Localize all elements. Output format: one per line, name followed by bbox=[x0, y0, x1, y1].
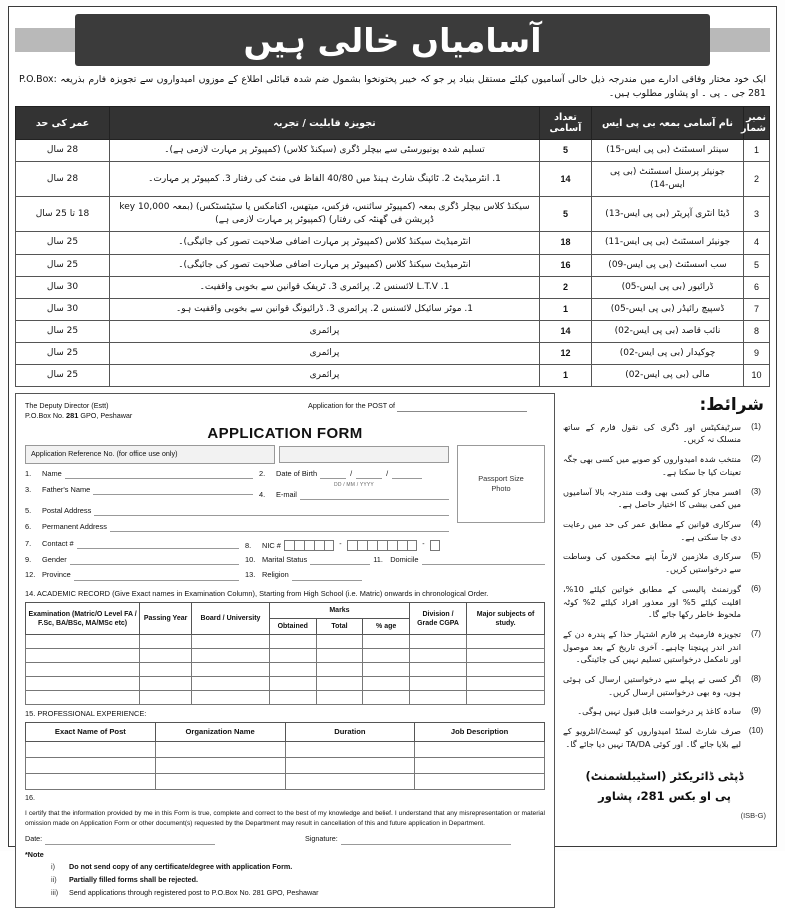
date-input[interactable] bbox=[45, 836, 215, 845]
note-marker: ii) bbox=[51, 875, 57, 885]
academic-cell[interactable] bbox=[26, 663, 140, 677]
academic-cell[interactable] bbox=[363, 649, 410, 663]
experience-cell[interactable] bbox=[285, 758, 415, 774]
field-nic-num: 8. bbox=[245, 541, 252, 551]
experience-heading: 15. PROFESSIONAL EXPERIENCE: bbox=[25, 709, 147, 719]
academic-cell[interactable] bbox=[363, 635, 410, 649]
th-qualification: تجویزہ قابلیت / تجربہ bbox=[110, 107, 540, 140]
cell-count: 1 bbox=[540, 364, 592, 386]
condition-number: (5) bbox=[751, 551, 761, 561]
th-experience-3: Job Description bbox=[415, 723, 545, 742]
signatory-designation: ڈپٹی ڈائریکٹر (اسٹیبلشمنٹ) bbox=[585, 768, 744, 783]
academic-cell[interactable] bbox=[410, 649, 467, 663]
condition-text: سرکاری قوانین کے مطابق عمر کی حد میں رعایت دی جا سکتی ہے۔ bbox=[563, 519, 741, 542]
cell-qualification: 1. L.T.V لائسنس 2. پرائمری 3. ٹریفک قوانین سے بخوبی واقفیت۔ bbox=[110, 276, 540, 298]
th-total: Total bbox=[316, 619, 363, 635]
cell-serial: 6 bbox=[744, 276, 770, 298]
table-row bbox=[16, 197, 770, 232]
academic-cell[interactable] bbox=[26, 635, 140, 649]
experience-cell[interactable] bbox=[26, 774, 156, 790]
reference-input[interactable] bbox=[279, 446, 449, 463]
condition-item bbox=[563, 725, 766, 750]
field-marital-num: 10. bbox=[245, 554, 256, 564]
passport-photo-box bbox=[457, 445, 545, 523]
field-fathers-name-num: 3. bbox=[25, 484, 32, 494]
field-gender-input[interactable] bbox=[70, 556, 239, 565]
field-religion-input[interactable] bbox=[292, 572, 362, 581]
academic-cell[interactable] bbox=[316, 663, 363, 677]
cell-count: 14 bbox=[540, 320, 592, 342]
cell-qualification: تسلیم شدہ یونیورسٹی سے بیچلر ڈگری (سیکنڈ کلاس) (کمپیوٹر پر مہارت لازمی ہے)۔ bbox=[110, 140, 540, 162]
condition-number: (4) bbox=[751, 519, 761, 528]
cell-qualification: 1. انٹرمیڈیٹ 2. ٹائپنگ شارٹ ہینڈ میں 40/80 الفاظ فی منٹ کی رفتار 3. کمپیوٹر پر مہارت۔ bbox=[110, 162, 540, 197]
academic-cell[interactable] bbox=[140, 677, 192, 691]
isbg-code: (ISB-G) bbox=[740, 810, 766, 820]
cell-count: 1 bbox=[540, 298, 592, 320]
academic-cell[interactable] bbox=[410, 691, 467, 705]
nic-dash-1: - bbox=[339, 541, 342, 549]
field-permanent-address-label: Permanent Address bbox=[42, 521, 107, 531]
field-fathers-name-label: Father's Name bbox=[42, 484, 91, 494]
experience-cell[interactable] bbox=[155, 774, 285, 790]
field-religion-num: 13. bbox=[245, 570, 256, 580]
academic-cell[interactable] bbox=[192, 663, 270, 677]
field-postal-address-label: Postal Address bbox=[42, 505, 92, 515]
field-name-label: Name bbox=[42, 469, 62, 479]
note-text: Send applications through registered post to P.O.Box No. 281 GPO, Peshawar bbox=[69, 888, 319, 898]
condition-number: (9) bbox=[751, 706, 761, 716]
condition-text: سادہ کاغذ پر درخواست قابل قبول نہیں ہوگی۔ bbox=[577, 706, 741, 717]
cell-age: 25 سال bbox=[16, 254, 110, 276]
cell-serial: 10 bbox=[744, 364, 770, 386]
cell-age: 25 سال bbox=[16, 342, 110, 364]
th-obtained: Obtained bbox=[269, 619, 316, 635]
cell-qualification: 1. موٹر سائیکل لائسنس 2. پرائمری 3. ڈرائیونگ قوانین سے بخوبی واقفیت ہو۔ bbox=[110, 298, 540, 320]
field-dob-year[interactable] bbox=[392, 470, 422, 479]
note-item bbox=[25, 862, 545, 873]
academic-cell[interactable] bbox=[192, 677, 270, 691]
academic-cell[interactable] bbox=[269, 649, 316, 663]
form-title: APPLICATION FORM bbox=[207, 424, 363, 442]
condition-text: سرٹیفکیٹس اور ڈگری کی نقول فارم کے ساتھ منسلک نہ کریں۔ bbox=[563, 421, 741, 445]
nic-group-2[interactable] bbox=[347, 540, 417, 551]
field-postal-address bbox=[25, 505, 449, 516]
field-domicile-num: 11. bbox=[373, 554, 383, 564]
po-box-prefix: P.O.Box No. bbox=[25, 411, 67, 421]
condition-text: تجویزہ فارمیٹ پر فارم اشتہار حذا کے پندرہ دن کے اندر اندر پہنچنا چاہیے۔ آخری تاریخ کے بعد موصول اور نامکمل درخواستیں تسلیم نہیں کی جائینگی۔ bbox=[563, 628, 741, 665]
academic-cell[interactable] bbox=[140, 691, 192, 705]
table-row bbox=[16, 342, 770, 364]
experience-cell[interactable] bbox=[415, 758, 545, 774]
field-permanent-address bbox=[25, 521, 449, 532]
photo-label-line-1: Passport Size bbox=[478, 474, 524, 484]
field-religion bbox=[245, 569, 545, 580]
field-contact-input[interactable] bbox=[77, 540, 239, 549]
academic-blank-row[interactable] bbox=[26, 691, 545, 705]
condition-item bbox=[563, 583, 766, 621]
cell-post: جونیئر اسسٹنٹ (بی پی ایس-11) bbox=[592, 232, 744, 254]
cell-qualification: پرائمری bbox=[110, 364, 540, 386]
condition-number: (10) bbox=[748, 726, 764, 736]
experience-cell[interactable] bbox=[285, 742, 415, 758]
th-major-subjects: Major subjects of study. bbox=[467, 603, 545, 635]
experience-blank-row[interactable] bbox=[26, 758, 545, 774]
th-post: نام آسامی بمعہ بی پی ایس bbox=[592, 107, 744, 140]
field-email-input[interactable] bbox=[300, 491, 449, 500]
academic-cell[interactable] bbox=[467, 677, 545, 691]
cell-post: ڈسپیچ رائیڈر (بی پی ایس-05) bbox=[592, 298, 744, 320]
po-box-suffix: GPO, Peshawar bbox=[78, 411, 133, 421]
academic-cell[interactable] bbox=[192, 649, 270, 663]
cell-post: نائب قاصد (بی پی ایس-02) bbox=[592, 320, 744, 342]
cell-serial: 8 bbox=[744, 320, 770, 342]
condition-text: صرف شارٹ لسٹڈ امیدواروں کو ٹیسٹ/انٹرویو کے لیے بلایا جائے گا۔ اور کوئی TA/DA نہیں دیا جائے گا۔ bbox=[563, 726, 741, 749]
cell-qualification: سیکنڈ کلاس بیچلر ڈگری بمعہ (کمپیوٹر سائنس، فزکس، میتھس، اکنامکس یا سٹیٹسٹکس) (بمعہ key 10,000 ڈپریشن فی گھنٹہ کی رفتار) (کمپیوٹر پر مہارت لازمی ہے) bbox=[110, 197, 540, 232]
table-row bbox=[16, 298, 770, 320]
field-dob-month[interactable] bbox=[356, 470, 382, 479]
cell-post: چوکیدار (بی پی ایس-02) bbox=[592, 342, 744, 364]
table-header-row bbox=[16, 107, 770, 140]
page-frame bbox=[8, 6, 777, 898]
application-form-column bbox=[15, 393, 555, 898]
cell-count: 18 bbox=[540, 232, 592, 254]
condition-number: (2) bbox=[751, 454, 761, 464]
banner-box bbox=[75, 14, 710, 66]
academic-cell[interactable] bbox=[269, 635, 316, 649]
condition-item bbox=[563, 628, 766, 666]
table-row bbox=[16, 254, 770, 276]
signatory-block bbox=[563, 766, 766, 807]
cell-age: 25 سال bbox=[16, 232, 110, 254]
academic-cell[interactable] bbox=[269, 691, 316, 705]
cell-count: 5 bbox=[540, 140, 592, 162]
academic-cell[interactable] bbox=[140, 663, 192, 677]
academic-cell[interactable] bbox=[140, 649, 192, 663]
field-permanent-address-num: 6. bbox=[25, 521, 32, 531]
field-email-num: 4. bbox=[259, 490, 266, 500]
note-item bbox=[25, 888, 545, 899]
field-province bbox=[25, 569, 239, 580]
cell-qualification: انٹرمیڈیٹ سیکنڈ کلاس (کمپیوٹر پر مہارت اضافی صلاحیت تصور کی جائیگی)۔ bbox=[110, 254, 540, 276]
table-row bbox=[16, 276, 770, 298]
table-row bbox=[16, 162, 770, 197]
condition-text: منتخب شدہ امیدواروں کو صوبے میں کسی بھی جگہ تعینات کیا جا سکتا ہے۔ bbox=[563, 454, 741, 477]
experience-cell[interactable] bbox=[155, 742, 285, 758]
nic-dash-2: - bbox=[422, 541, 425, 549]
th-examination: Examination (Matric/O Level FA / F.Sc, BA/BSc, MA/MSc etc) bbox=[26, 603, 140, 635]
condition-text: افسر مجاز کو کسی بھی وقت مندرجہ بالا آسامیوں میں کمی بیشی کا اختیار حاصل ہے۔ bbox=[563, 486, 741, 510]
academic-header-row-1 bbox=[26, 603, 545, 619]
academic-cell[interactable] bbox=[467, 663, 545, 677]
cell-serial: 2 bbox=[744, 162, 770, 197]
th-division-grade: Division / Grade CGPA bbox=[410, 603, 467, 635]
date-label: Date: bbox=[25, 833, 43, 843]
th-serial: نمبر شمار bbox=[744, 107, 770, 140]
academic-cell[interactable] bbox=[316, 677, 363, 691]
cell-age: 28 سال bbox=[16, 162, 110, 197]
addressee-line-1: The Deputy Director (Estt) bbox=[25, 400, 109, 410]
cell-count: 16 bbox=[540, 254, 592, 276]
field-dob bbox=[259, 468, 449, 479]
cell-serial: 1 bbox=[744, 140, 770, 162]
academic-cell[interactable] bbox=[316, 691, 363, 705]
table-row bbox=[16, 140, 770, 162]
note-text: Do not send copy of any certificate/degree with application Form. bbox=[69, 862, 293, 872]
th-experience-2: Duration bbox=[285, 723, 415, 742]
post-applied-label: Application for the POST of bbox=[308, 400, 395, 410]
cell-post: سب اسسٹنٹ (بی پی ایس-09) bbox=[592, 254, 744, 276]
field-marital-label: Marital Status bbox=[262, 554, 308, 564]
field-gender-num: 9. bbox=[25, 554, 32, 564]
dob-slash-2: / bbox=[386, 469, 389, 479]
cell-serial: 5 bbox=[744, 254, 770, 276]
cell-post: سینئر اسسٹنٹ (بی پی ایس-15) bbox=[592, 140, 744, 162]
cell-age: 25 سال bbox=[16, 320, 110, 342]
field-postal-address-input[interactable] bbox=[94, 507, 449, 516]
condition-text: اگر کسی نے پہلے سے درخواستیں ارسال کی ہوئی ہوں، وہ بھی درخواستیں ارسال کریں۔ bbox=[563, 674, 741, 697]
experience-blank-row[interactable] bbox=[26, 742, 545, 758]
intro-paragraph: ایک خود مختار وفاقی ادارے میں مندرجہ ذیل خالی آسامیوں کیلئے مستقل بنیاد پر جو کہ خیبر پختونخوا بشمول ضم شدہ قبائلی اطلاع کے موزوں امیدواروں سے تجویزہ فارم بذریعہ P.O.Box: 281 جی ۔ پی ۔ او پشاور مطلوب ہیں۔ bbox=[19, 74, 766, 100]
cell-serial: 3 bbox=[744, 197, 770, 232]
academic-cell[interactable] bbox=[410, 663, 467, 677]
note-text: Partially filled forms shall be rejected. bbox=[69, 875, 199, 885]
field-dob-label: Date of Birth bbox=[276, 469, 318, 479]
condition-item bbox=[563, 453, 766, 478]
academic-cell[interactable] bbox=[26, 649, 140, 663]
cell-age: 30 سال bbox=[16, 276, 110, 298]
post-applied-row bbox=[308, 401, 545, 412]
nic-group-3[interactable] bbox=[430, 540, 440, 551]
field-name-num: 1. bbox=[25, 469, 32, 479]
academic-blank-row[interactable] bbox=[26, 649, 545, 663]
dob-slash-1: / bbox=[350, 469, 353, 479]
addressee-block bbox=[25, 401, 132, 422]
experience-header-row bbox=[26, 723, 545, 742]
academic-cell[interactable] bbox=[26, 691, 140, 705]
experience-cell[interactable] bbox=[415, 774, 545, 790]
field-nic bbox=[245, 540, 545, 551]
dob-format-hint: DD / MM / YYYY bbox=[334, 481, 374, 488]
academic-cell[interactable] bbox=[26, 677, 140, 691]
cell-age: 18 تا 25 سال bbox=[16, 197, 110, 232]
academic-cell[interactable] bbox=[363, 663, 410, 677]
field-name bbox=[25, 468, 253, 479]
conditions-title: شرائط: bbox=[699, 394, 764, 415]
field-gender-label: Gender bbox=[42, 554, 67, 564]
cell-post: مالی (بی پی ایس-02) bbox=[592, 364, 744, 386]
cell-count: 14 bbox=[540, 162, 592, 197]
field-marital-domicile bbox=[245, 554, 545, 565]
note-item bbox=[25, 875, 545, 886]
field-contact-label: Contact # bbox=[42, 539, 74, 549]
post-applied-input[interactable] bbox=[397, 403, 527, 412]
nic-group-1[interactable] bbox=[284, 540, 334, 551]
condition-item bbox=[563, 486, 766, 511]
field-province-label: Province bbox=[42, 570, 71, 580]
academic-cell[interactable] bbox=[363, 677, 410, 691]
experience-cell[interactable] bbox=[26, 758, 156, 774]
cell-count: 12 bbox=[540, 342, 592, 364]
table-row bbox=[16, 232, 770, 254]
field-province-num: 12. bbox=[25, 570, 36, 580]
condition-number: (7) bbox=[751, 628, 761, 638]
addressee-line-2 bbox=[25, 411, 132, 422]
academic-cell[interactable] bbox=[192, 691, 270, 705]
academic-cell[interactable] bbox=[316, 649, 363, 663]
condition-text: سرکاری ملازمین لازماً اپنے محکموں کی وساطت سے درخواستیں کریں۔ bbox=[563, 551, 741, 575]
field-domicile-label: Domicile bbox=[390, 554, 419, 564]
cell-post: جونیئر پرسنل اسسٹنٹ (بی پی ایس-14) bbox=[592, 162, 744, 197]
reference-label: Application Reference No. (for office use only) bbox=[25, 445, 275, 464]
field-fathers-name bbox=[25, 484, 253, 495]
table-row bbox=[16, 364, 770, 386]
field-domicile-input[interactable] bbox=[422, 556, 545, 565]
field-postal-address-num: 5. bbox=[25, 505, 32, 515]
field-gender bbox=[25, 554, 239, 565]
condition-item bbox=[563, 673, 766, 698]
experience-cell[interactable] bbox=[155, 758, 285, 774]
content-area bbox=[15, 393, 770, 898]
condition-number: (6) bbox=[751, 583, 761, 593]
cell-qualification: پرائمری bbox=[110, 320, 540, 342]
th-experience-1: Organization Name bbox=[155, 723, 285, 742]
field-contact-num: 7. bbox=[25, 539, 32, 549]
cell-serial: 4 bbox=[744, 232, 770, 254]
vacancies-table bbox=[15, 106, 770, 387]
academic-cell[interactable] bbox=[467, 691, 545, 705]
academic-cell[interactable] bbox=[140, 635, 192, 649]
field-email bbox=[259, 489, 449, 500]
cell-count: 2 bbox=[540, 276, 592, 298]
academic-blank-row[interactable] bbox=[26, 663, 545, 677]
cell-qualification: انٹرمیڈیٹ سیکنڈ کلاس (کمپیوٹر پر مہارت اضافی صلاحیت تصور کی جائیگی)۔ bbox=[110, 232, 540, 254]
certification-text: I certify that the information provided by me in this Form is true, complete and correct to the best of my knowledge and belief. I understand that any misrepresentation or material omission made on Application Form or other document(s) requested by the Department may result in cancellation of this and future application in Department. bbox=[25, 810, 545, 827]
cell-serial: 7 bbox=[744, 298, 770, 320]
table-row bbox=[16, 320, 770, 342]
field-email-label: E-mail bbox=[276, 490, 297, 500]
field-permanent-address-input[interactable] bbox=[110, 523, 449, 532]
conditions-column bbox=[561, 393, 770, 820]
condition-item bbox=[563, 550, 766, 575]
academic-blank-row[interactable] bbox=[26, 677, 545, 691]
application-form bbox=[15, 393, 555, 908]
notes-block bbox=[25, 850, 545, 899]
field-marital-input[interactable] bbox=[310, 556, 370, 565]
cell-count: 5 bbox=[540, 197, 592, 232]
academic-cell[interactable] bbox=[316, 635, 363, 649]
note-marker: iii) bbox=[51, 888, 59, 898]
field-fathers-name-input[interactable] bbox=[93, 486, 253, 495]
th-marks: Marks bbox=[269, 603, 409, 619]
field-religion-label: Religion bbox=[262, 570, 289, 580]
cell-serial: 9 bbox=[744, 342, 770, 364]
th-experience-0: Exact Name of Post bbox=[26, 723, 156, 742]
condition-item bbox=[563, 705, 766, 718]
academic-cell[interactable] bbox=[192, 635, 270, 649]
experience-cell[interactable] bbox=[285, 774, 415, 790]
experience-blank-row[interactable] bbox=[26, 774, 545, 790]
cell-age: 25 سال bbox=[16, 364, 110, 386]
condition-item bbox=[563, 421, 766, 446]
academic-cell[interactable] bbox=[363, 691, 410, 705]
condition-item bbox=[563, 518, 766, 543]
signatory-address: پی او بکس 281، پشاور bbox=[598, 789, 731, 804]
academic-record-heading: 14. ACADEMIC RECORD (Give Exact names in Examination Column), Starting from High School (i.e. Matric) onwards in chronological Order. bbox=[25, 589, 489, 599]
th-percentage: % age bbox=[363, 619, 410, 635]
signature-label: Signature: bbox=[305, 833, 338, 843]
academic-blank-row[interactable] bbox=[26, 635, 545, 649]
field-dob-num: 2. bbox=[259, 469, 266, 479]
signature-input[interactable] bbox=[341, 836, 511, 845]
experience-cell[interactable] bbox=[26, 742, 156, 758]
note-marker: i) bbox=[51, 862, 55, 872]
th-passing-year: Passing Year bbox=[140, 603, 192, 635]
po-box-number: 281 bbox=[66, 411, 79, 421]
field-name-input[interactable] bbox=[65, 470, 253, 479]
academic-cell[interactable] bbox=[467, 649, 545, 663]
academic-record-table bbox=[25, 602, 545, 705]
academic-cell[interactable] bbox=[269, 663, 316, 677]
experience-cell[interactable] bbox=[415, 742, 545, 758]
th-board-university: Board / University bbox=[192, 603, 270, 635]
cell-age: 28 سال bbox=[16, 140, 110, 162]
certify-number: 16. bbox=[25, 793, 35, 803]
condition-number: (3) bbox=[751, 486, 761, 496]
academic-cell[interactable] bbox=[410, 635, 467, 649]
header-banner bbox=[15, 14, 770, 66]
cell-post: ڈرائیور (بی پی ایس-05) bbox=[592, 276, 744, 298]
page-title: آسامیاں خالی ہیں bbox=[243, 20, 542, 60]
photo-label-line-2: Photo bbox=[491, 484, 511, 494]
condition-number: (8) bbox=[751, 674, 761, 684]
th-age: عمر کی حد bbox=[16, 107, 110, 140]
note-title: *Note bbox=[25, 849, 44, 859]
field-dob-day[interactable] bbox=[320, 470, 346, 479]
condition-number: (1) bbox=[751, 421, 761, 431]
academic-cell[interactable] bbox=[269, 677, 316, 691]
field-province-input[interactable] bbox=[74, 572, 239, 581]
field-contact bbox=[25, 538, 239, 549]
cell-age: 30 سال bbox=[16, 298, 110, 320]
field-nic-label: NIC # bbox=[262, 541, 281, 551]
experience-table bbox=[25, 722, 545, 790]
cell-post: ڈیٹا انٹری آپریٹر (بی پی ایس-13) bbox=[592, 197, 744, 232]
academic-cell[interactable] bbox=[410, 677, 467, 691]
th-count: تعداد آسامی bbox=[540, 107, 592, 140]
cell-qualification: پرائمری bbox=[110, 342, 540, 364]
condition-text: گورنمنٹ پالیسی کے مطابق خواتین کیلئے 10%، اقلیت کیلئے 5% اور معذور افراد کیلئے 2% کوٹہ ملحوظ خاطر رکھا جائے گا۔ bbox=[563, 583, 741, 620]
academic-cell[interactable] bbox=[467, 635, 545, 649]
